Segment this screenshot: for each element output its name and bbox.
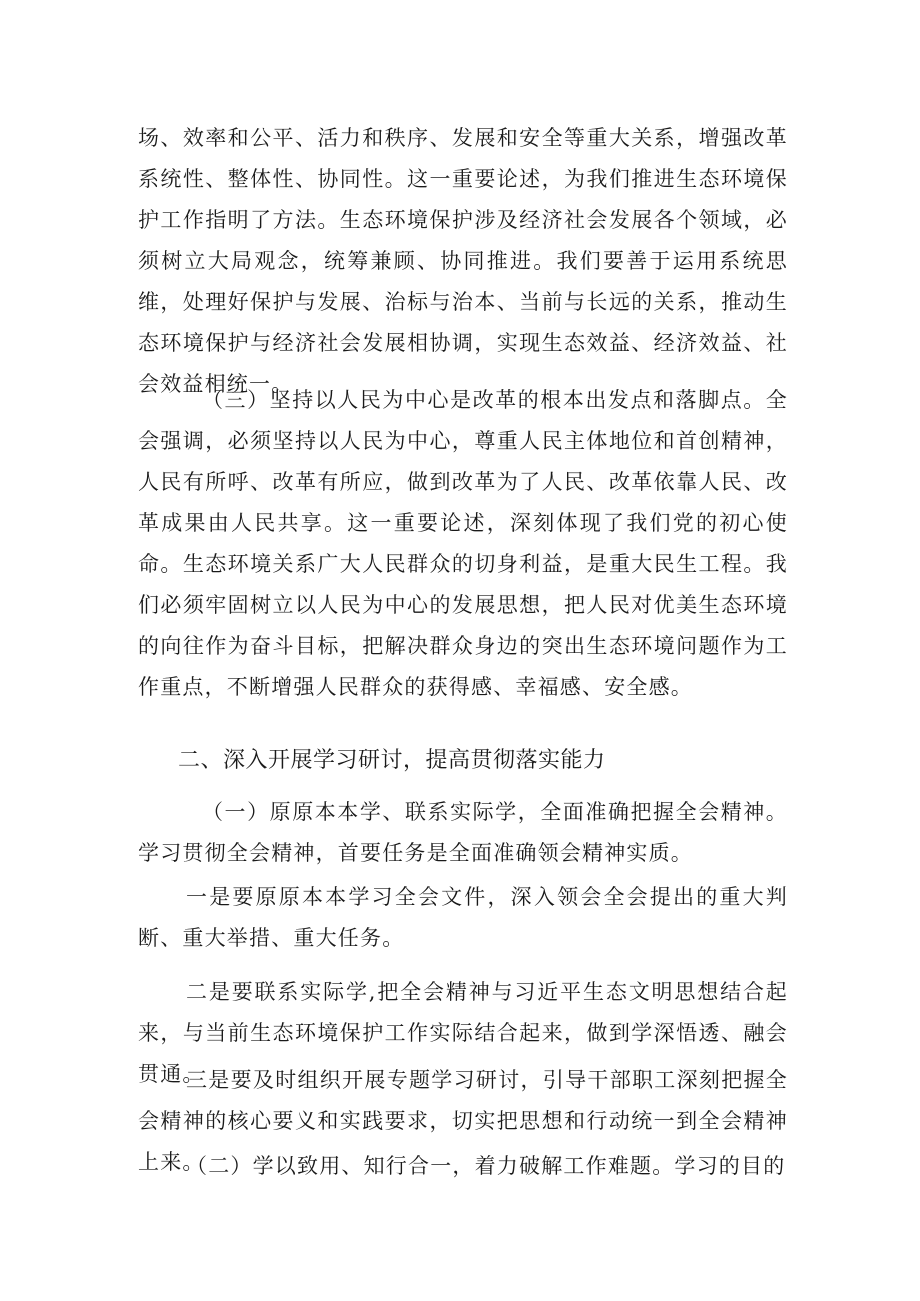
section-heading: 二、深入开展学习研讨，提高贯彻落实能力 [178, 748, 606, 773]
list-item-three: 三是要及时组织开展专题学习研讨，引导干部职工深刻把握全会精神的核心要义和实践要求，切实把思想和行动统一到全会精神上来。 [138, 1068, 788, 1174]
list-item-two: 二是要联系实际学,把全会精神与习近平生态文明思想结合起来，与当前生态环境保护工作实际结合起来，做到学深悟透、融会贯通。 [138, 980, 788, 1086]
paragraph-subsection-one: （一）原原本本学、联系实际学，全面准确把握全会精神。学习贯彻全会精神，首要任务是全面准确领会精神实质。 [138, 800, 788, 865]
paragraph-subsection-two: （二）学以致用、知行合一，着力破解工作难题。学习的目的 [186, 1154, 786, 1178]
list-item-one: 一是要原原本本学习全会文件，深入领会全会提出的重大判断、重大举措、重大任务。 [138, 885, 788, 950]
paragraph-section-three: （三）坚持以人民为中心是改革的根本出发点和落脚点。全会强调，必须坚持以人民为中心，尊重人民主体地位和首创精神，人民有所呼、改革有所应，做到改革为了人民、改革依靠人民、改革成果由人民共享。这一重要论述，深刻体现了我们党的初心使命。生态环境关系广大人民群众的切身利益，是重大民生工程。我们必须牢固树立以人民为中心的发展思想，把人民对优美生态环境的向往作为奋斗目标，把解决群众身边的突出生态环境问题作为工作重点，不断增强人民群众的获得感、幸福感、安全感。 [138, 388, 788, 699]
paragraph-continuation: 场、效率和公平、活力和秩序、发展和安全等重大关系，增强改革系统性、整体性、协同性。这一重要论述，为我们推进生态环境保护工作指明了方法。生态环境保护涉及经济社会发展各个领域，必须树立大局观念，统筹兼顾、协同推进。我们要善于运用系统思维，处理好保护与发展、治标与治本、当前与长远的关系，推动生态环境保护与经济社会发展相协调，实现生态效益、经济效益、社会效益相统一。 [138, 126, 788, 396]
